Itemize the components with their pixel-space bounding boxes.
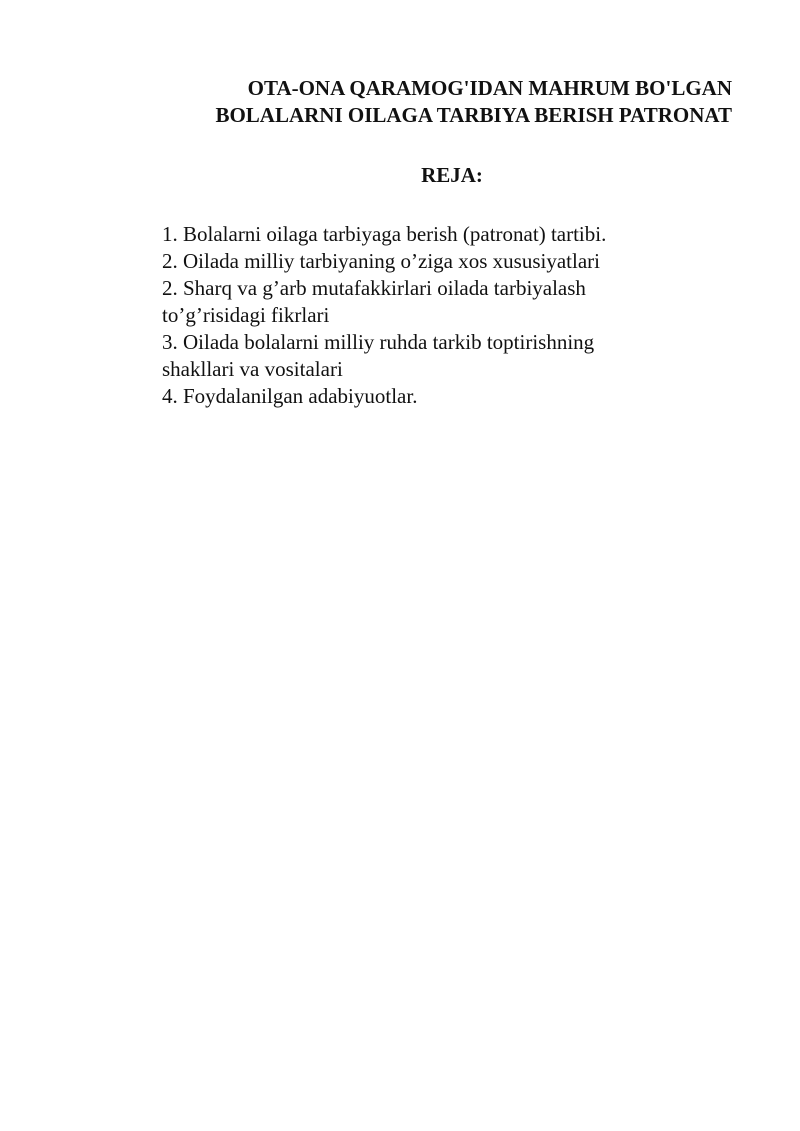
plan-item-3: 2. Sharq va g’arb mutafakkirlari oilada tarbiyalash [162,276,586,300]
plan-item-1: 1. Bolalarni oilaga tarbiyaga berish (patronat) tartibi. [162,222,607,246]
plan-heading: REJA: [421,163,483,187]
plan-item-3-continuation: to’g’risidagi fikrlari [162,303,330,327]
title-line-1: OTA-ONA QARAMOG'IDAN MAHRUM BO'LGAN [247,76,732,100]
plan-item-2: 2. Oilada milliy tarbiyaning o’ziga xos xususiyatlari [162,249,600,273]
plan-list [162,221,722,410]
title-line-2: BOLALARNI OILAGA TARBIYA BERISH PATRONAT [215,103,732,127]
document-title [92,75,732,129]
plan-item-4-continuation: shakllari va vositalari [162,357,343,381]
plan-item-5: 4. Foydalanilgan adabiyuotlar. [162,384,418,408]
plan-item-4: 3. Oilada bolalarni milliy ruhda tarkib toptirishning [162,330,595,354]
